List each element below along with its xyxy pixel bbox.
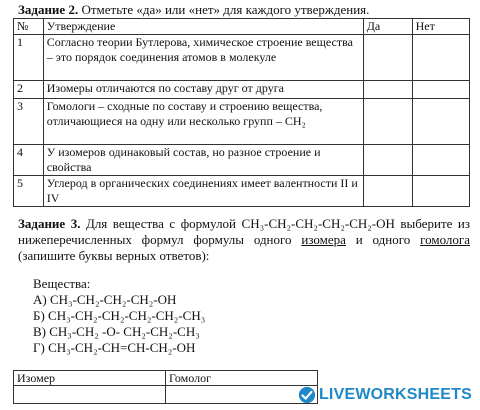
- header-yes: Да: [363, 19, 412, 35]
- task2-title: [18, 2, 369, 18]
- task3-text-after: (запишите буквы верных ответов):: [18, 248, 210, 263]
- table-row: [14, 99, 470, 145]
- answer-header-row: [14, 371, 318, 386]
- isomer-answer-cell[interactable]: [14, 386, 166, 404]
- isomer-label: Изомер: [14, 371, 166, 386]
- answer-yes-cell[interactable]: [363, 35, 412, 81]
- row-statement: Гомологи – сходные по составу и строению вещества, отличающиеся на одну или несколько групп – CH₂: [43, 99, 363, 145]
- table-row: [14, 35, 470, 81]
- table-row: [14, 81, 470, 99]
- watermark-text: LIVEWORKSHEETS: [318, 386, 472, 403]
- option-c: В) CH₃-CH₂ -O- CH₂-CH₂-CH₃: [33, 324, 200, 339]
- option-d: Г) CH₃-CH₂-CH=CH-CH₂-OH: [33, 340, 196, 355]
- isomer-answer-input[interactable]: [17, 386, 162, 403]
- table-header-row: [14, 19, 470, 35]
- option-b: Б) CH₃-CH₂-CH₂-CH₂-CH₂-CH₃: [33, 308, 206, 323]
- answer-yes-input-1[interactable]: [367, 35, 409, 52]
- task3-label: Задание 3.: [18, 216, 81, 231]
- answer-no-input-4[interactable]: [416, 145, 466, 162]
- answer-no-cell[interactable]: [412, 176, 469, 207]
- row-statement: Изомеры отличаются по составу друг от друга: [43, 81, 363, 99]
- homolog-answer-input[interactable]: [169, 386, 314, 403]
- answer-yes-input-3[interactable]: [367, 99, 409, 116]
- answer-yes-input-5[interactable]: [367, 176, 409, 193]
- table-row: [14, 145, 470, 176]
- answer-yes-cell[interactable]: [363, 176, 412, 207]
- header-num: №: [14, 19, 44, 35]
- answer-table: [13, 370, 318, 404]
- row-num: 2: [14, 81, 44, 99]
- task3-text-before: Для вещества с формулой CH₃-CH₂-CH₂-CH₂-CH₂-OH выберите из нижеперечисленных формул формулы одного: [18, 216, 470, 247]
- substances-heading: Вещества:: [33, 276, 91, 291]
- row-statement: Углерод в органических соединениях имеет валентности II и IV: [43, 176, 363, 207]
- answer-no-cell[interactable]: [412, 35, 469, 81]
- answer-no-input-2[interactable]: [416, 81, 466, 98]
- task3-paragraph: [18, 216, 470, 264]
- isomer-term: изомера: [301, 232, 346, 247]
- homolog-answer-cell[interactable]: [166, 386, 318, 404]
- liveworksheets-logo-icon: [298, 386, 316, 404]
- row-statement: У изомеров одинаковый состав, но разное строение и свойства: [43, 145, 363, 176]
- row-statement: Согласно теории Бутлерова, химическое строение вещества – это порядок соединения атомов в молекуле: [43, 35, 363, 81]
- answer-no-cell[interactable]: [412, 81, 469, 99]
- option-a: А) CH₃-CH₂-CH₂-CH₂-OH: [33, 292, 177, 307]
- header-statement: Утверждение: [43, 19, 363, 35]
- answer-no-cell[interactable]: [412, 145, 469, 176]
- answer-yes-cell[interactable]: [363, 99, 412, 145]
- task2-label: Задание 2.: [18, 2, 79, 17]
- row-num: 3: [14, 99, 44, 145]
- row-num: 5: [14, 176, 44, 207]
- answer-no-input-3[interactable]: [416, 99, 466, 116]
- homolog-term: гомолога: [420, 232, 470, 247]
- homolog-label: Гомолог: [166, 371, 318, 386]
- answer-yes-input-2[interactable]: [367, 81, 409, 98]
- answer-no-input-5[interactable]: [416, 176, 466, 193]
- answer-no-input-1[interactable]: [416, 35, 466, 52]
- answer-yes-cell[interactable]: [363, 81, 412, 99]
- answer-input-row: [14, 386, 318, 404]
- row-num: 1: [14, 35, 44, 81]
- answer-yes-cell[interactable]: [363, 145, 412, 176]
- task2-instruction: Отметьте «да» или «нет» для каждого утверждения.: [78, 2, 370, 17]
- header-no: Нет: [412, 19, 469, 35]
- row-num: 4: [14, 145, 44, 176]
- substances-list: [33, 276, 205, 356]
- task3-text-middle: и одного: [345, 232, 421, 247]
- table-row: [14, 176, 470, 207]
- liveworksheets-watermark: [298, 386, 472, 404]
- answer-no-cell[interactable]: [412, 99, 469, 145]
- answer-yes-input-4[interactable]: [367, 145, 409, 162]
- statements-table: [13, 18, 470, 207]
